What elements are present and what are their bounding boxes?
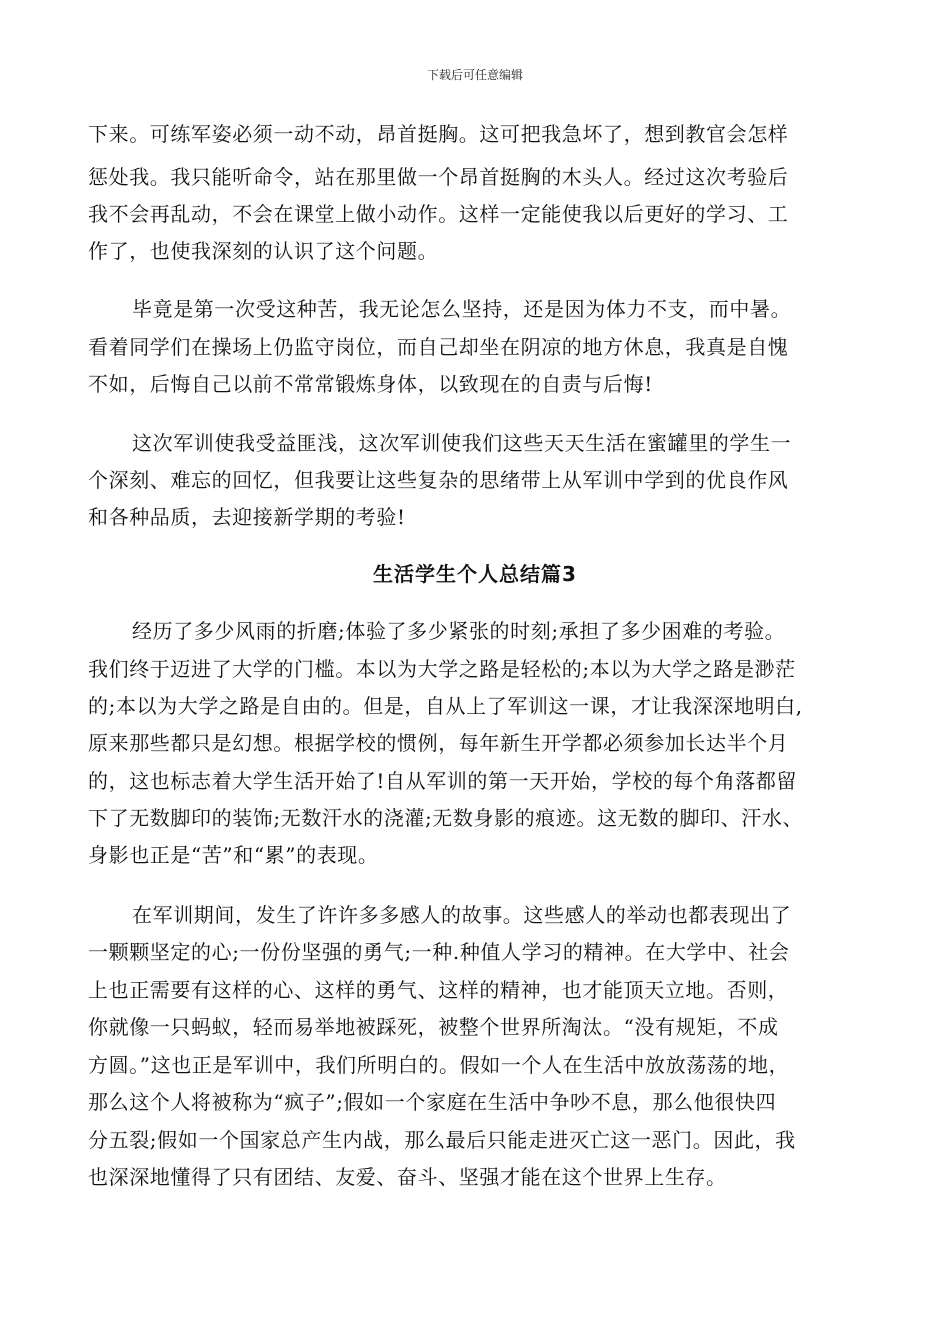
- section-paragraph-1-line-7: 身影也正是“苦”和“累”的表现。: [88, 843, 379, 867]
- section-paragraph-1-line-5: 的，这也标志着大学生活开始了!自从军训的第一天开始，学校的每个角落都留: [88, 769, 798, 793]
- header-note: 下载后可任意编辑: [426, 68, 523, 82]
- section-paragraph-1-line-1: 经历了多少风雨的折磨;体验了多少紧张的时刻;承担了多少困难的考验。: [132, 619, 786, 643]
- section-paragraph-1-line-6: 下了无数脚印的装饰;无数汗水的浇灌;无数身影的痕迹。这无数的脚印、汗水、: [88, 806, 804, 830]
- section-paragraph-1-line-4: 原来那些都只是幻想。根据学校的惯例，每年新生开学都必须参加长达半个月: [88, 731, 789, 755]
- section-paragraph-2-line-1: 在军训期间，发生了许许多多感人的故事。这些感人的举动也都表现出了: [132, 903, 792, 927]
- section-paragraph-2-line-5: 方圆。”这也正是军训中，我们所明白的。假如一个人在生活中放放荡荡的地，: [88, 1053, 790, 1077]
- section-paragraph-2-line-6: 那么这个人将被称为“疯子”;假如一个家庭在生活中争吵不息，那么他很快四: [88, 1090, 777, 1114]
- paragraph-1-line-1: 下来。可练军姿必须一动不动，昂首挺胸。这可把我急坏了，想到教官会怎样: [88, 122, 789, 146]
- paragraph-2-line-3: 不如，后悔自己以前不常常锻炼身体，以致现在的自责与后悔!: [88, 372, 653, 396]
- section-title: 生活学生个人总结篇3: [373, 562, 577, 586]
- section-paragraph-2-line-7: 分五裂;假如一个国家总产生内战，那么最后只能走进灭亡这一恶门。因此，我: [88, 1128, 796, 1152]
- paragraph-1-line-4: 作了，也使我深刻的认识了这个问题。: [88, 239, 439, 263]
- section-paragraph-1-line-2: 我们终于迈进了大学的门槛。本以为大学之路是轻松的;本以为大学之路是渺茫: [88, 657, 796, 681]
- section-paragraph-2-line-3: 上也正需要有这样的心、这样的勇气、这样的精神，也才能顶天立地。否则，: [88, 978, 789, 1002]
- section-paragraph-1-line-3: 的;本以为大学之路是自由的。但是，自从上了军训这一课，才让我深深地明白,: [88, 694, 803, 718]
- paragraph-2-line-1: 毕竟是第一次受这种苦，我无论怎么坚持，还是因为体力不支，而中暑。: [132, 297, 792, 321]
- paragraph-3-line-1: 这次军训使我受益匪浅，这次军训使我们这些天天生活在蜜罐里的学生一: [132, 431, 792, 455]
- section-paragraph-2-line-8: 也深深地懂得了只有团结、友爱、奋斗、坚强才能在这个世界上生存。: [88, 1165, 727, 1189]
- paragraph-3-line-2: 个深刻、难忘的回忆，但我要让这些复杂的思绪带上从军训中学到的优良作风: [88, 468, 789, 492]
- section-paragraph-2-line-4: 你就像一只蚂蚁，轻而易举地被踩死，被整个世界所淘汰。“没有规矩，不成: [88, 1015, 779, 1039]
- paragraph-1-line-2: 惩处我。我只能听命令，站在那里做一个昂首挺胸的木头人。经过这次考验后: [88, 165, 789, 189]
- paragraph-3-line-3: 和各种品质，去迎接新学期的考验!: [88, 505, 406, 529]
- section-paragraph-2-line-2: 一颗颗坚定的心;一份份坚强的勇气;一种.种值人学习的精神。在大学中、社会: [88, 940, 790, 964]
- paragraph-1-line-3: 我不会再乱动，不会在课堂上做小动作。这样一定能使我以后更好的学习、工: [88, 202, 789, 226]
- paragraph-2-line-2: 看着同学们在操场上仍监守岗位，而自己却坐在阴凉的地方休息，我真是自愧: [88, 335, 789, 359]
